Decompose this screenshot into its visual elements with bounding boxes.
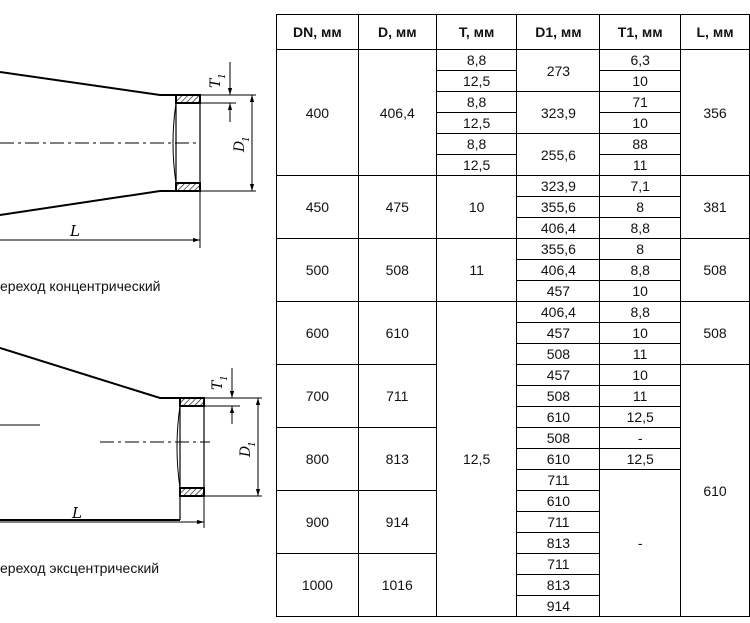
cell-t1: 12,5 — [600, 449, 681, 470]
cell-d1: 813 — [517, 533, 600, 554]
header-l: L, мм — [681, 15, 750, 50]
cell-d1: 610 — [517, 449, 600, 470]
cell-l: 508 — [681, 302, 750, 365]
table-row — [277, 50, 750, 71]
cell-t1: 8,8 — [600, 260, 681, 281]
header-d: D, мм — [358, 15, 436, 50]
cell-d1: 914 — [517, 596, 600, 617]
t1-label-1: T — [208, 78, 224, 88]
concentric-dimension-labels — [69, 73, 252, 240]
cell-d: 610 — [358, 302, 436, 365]
table-row — [277, 239, 750, 260]
cell-t1: 88 — [600, 134, 681, 155]
cell-d: 475 — [358, 176, 436, 239]
d1-label-1: D — [232, 140, 248, 152]
cell-t1: 8 — [600, 197, 681, 218]
cell-d1: 255,6 — [517, 134, 600, 176]
cell-d1: 508 — [517, 344, 600, 365]
cell-t1: 7,1 — [600, 176, 681, 197]
cell-t1: 10 — [600, 281, 681, 302]
cell-t: 12,5 — [436, 113, 517, 134]
cell-l-shared: 610 — [681, 365, 750, 617]
cell-d1: 610 — [517, 407, 600, 428]
cell-t: 8,8 — [436, 92, 517, 113]
cell-t1: 8 — [600, 239, 681, 260]
cell-d1: 610 — [517, 491, 600, 512]
t1-label-2: T — [210, 380, 226, 390]
cell-t1: 8,8 — [600, 218, 681, 239]
cell-t1: - — [600, 428, 681, 449]
cell-dn: 800 — [277, 428, 359, 491]
cell-t1: 11 — [600, 155, 681, 176]
cell-dn: 450 — [277, 176, 359, 239]
table-header-row — [277, 15, 750, 50]
cell-d: 813 — [358, 428, 436, 491]
concentric-caption: ереход концентрический — [0, 278, 161, 294]
cell-d1: 406,4 — [517, 260, 600, 281]
cell-t1: 11 — [600, 386, 681, 407]
cell-d1: 406,4 — [517, 218, 600, 239]
cell-dn: 500 — [277, 239, 359, 302]
t1-sub-label-1: 1 — [218, 73, 228, 79]
cell-t-shared: 12,5 — [436, 302, 517, 617]
cell-d1: 323,9 — [517, 176, 600, 197]
cell-t: 12,5 — [436, 155, 517, 176]
cell-dn: 600 — [277, 302, 359, 365]
cell-l: 508 — [681, 239, 750, 302]
cell-t1: 12,5 — [600, 407, 681, 428]
concentric-reducer-drawing — [0, 62, 256, 248]
cell-d1: 711 — [517, 554, 600, 575]
cell-d1: 457 — [517, 365, 600, 386]
cell-dn: 700 — [277, 365, 359, 428]
header-d1: D1, мм — [517, 15, 600, 50]
cell-t: 8,8 — [436, 50, 517, 71]
reducer-drawings — [0, 0, 280, 623]
header-t: T, мм — [436, 15, 517, 50]
cell-t1: 10 — [600, 323, 681, 344]
cell-d1: 355,6 — [517, 197, 600, 218]
cell-d: 508 — [358, 239, 436, 302]
cell-d1: 355,6 — [517, 239, 600, 260]
cell-d1: 457 — [517, 281, 600, 302]
table-row — [277, 176, 750, 197]
cell-d: 711 — [358, 365, 436, 428]
eccentric-caption: ереход эксцентрический — [0, 560, 160, 576]
cell-d1: 508 — [517, 428, 600, 449]
header-dn: DN, мм — [277, 15, 359, 50]
cell-t1: 10 — [600, 365, 681, 386]
eccentric-reducer-drawing — [0, 348, 262, 528]
header-t1: T1, мм — [600, 15, 681, 50]
cell-dn: 1000 — [277, 554, 359, 617]
cell-l: 356 — [681, 50, 750, 176]
cell-t: 10 — [436, 176, 517, 239]
dimensions-table — [276, 14, 750, 617]
cell-d1: 508 — [517, 386, 600, 407]
cell-d1: 711 — [517, 470, 600, 491]
cell-d1: 813 — [517, 575, 600, 596]
cell-d1: 273 — [517, 50, 600, 92]
cell-t: 11 — [436, 239, 517, 302]
cell-t1-shared: - — [600, 470, 681, 617]
t1-sub-label-2: 1 — [220, 375, 230, 381]
d1-sub-label-1: 1 — [242, 136, 252, 142]
l-label-2: L — [72, 504, 82, 522]
cell-t: 12,5 — [436, 71, 517, 92]
cell-d1: 323,9 — [517, 92, 600, 134]
table-row — [277, 302, 750, 323]
cell-t1: 6,3 — [600, 50, 681, 71]
cell-d: 914 — [358, 491, 436, 554]
cell-d: 1016 — [358, 554, 436, 617]
cell-d: 406,4 — [358, 50, 436, 176]
cell-t1: 10 — [600, 71, 681, 92]
cell-t: 8,8 — [436, 134, 517, 155]
d1-label-2: D — [238, 445, 254, 457]
l-label-1: L — [70, 222, 80, 240]
cell-dn: 900 — [277, 491, 359, 554]
d1-sub-label-2: 1 — [248, 441, 258, 447]
cell-d1: 711 — [517, 512, 600, 533]
cell-dn: 400 — [277, 50, 359, 176]
cell-d1: 406,4 — [517, 302, 600, 323]
cell-t1: 8,8 — [600, 302, 681, 323]
cell-d1: 457 — [517, 323, 600, 344]
cell-t1: 10 — [600, 113, 681, 134]
cell-t1: 71 — [600, 92, 681, 113]
cell-l: 381 — [681, 176, 750, 239]
cell-t1: 11 — [600, 344, 681, 365]
